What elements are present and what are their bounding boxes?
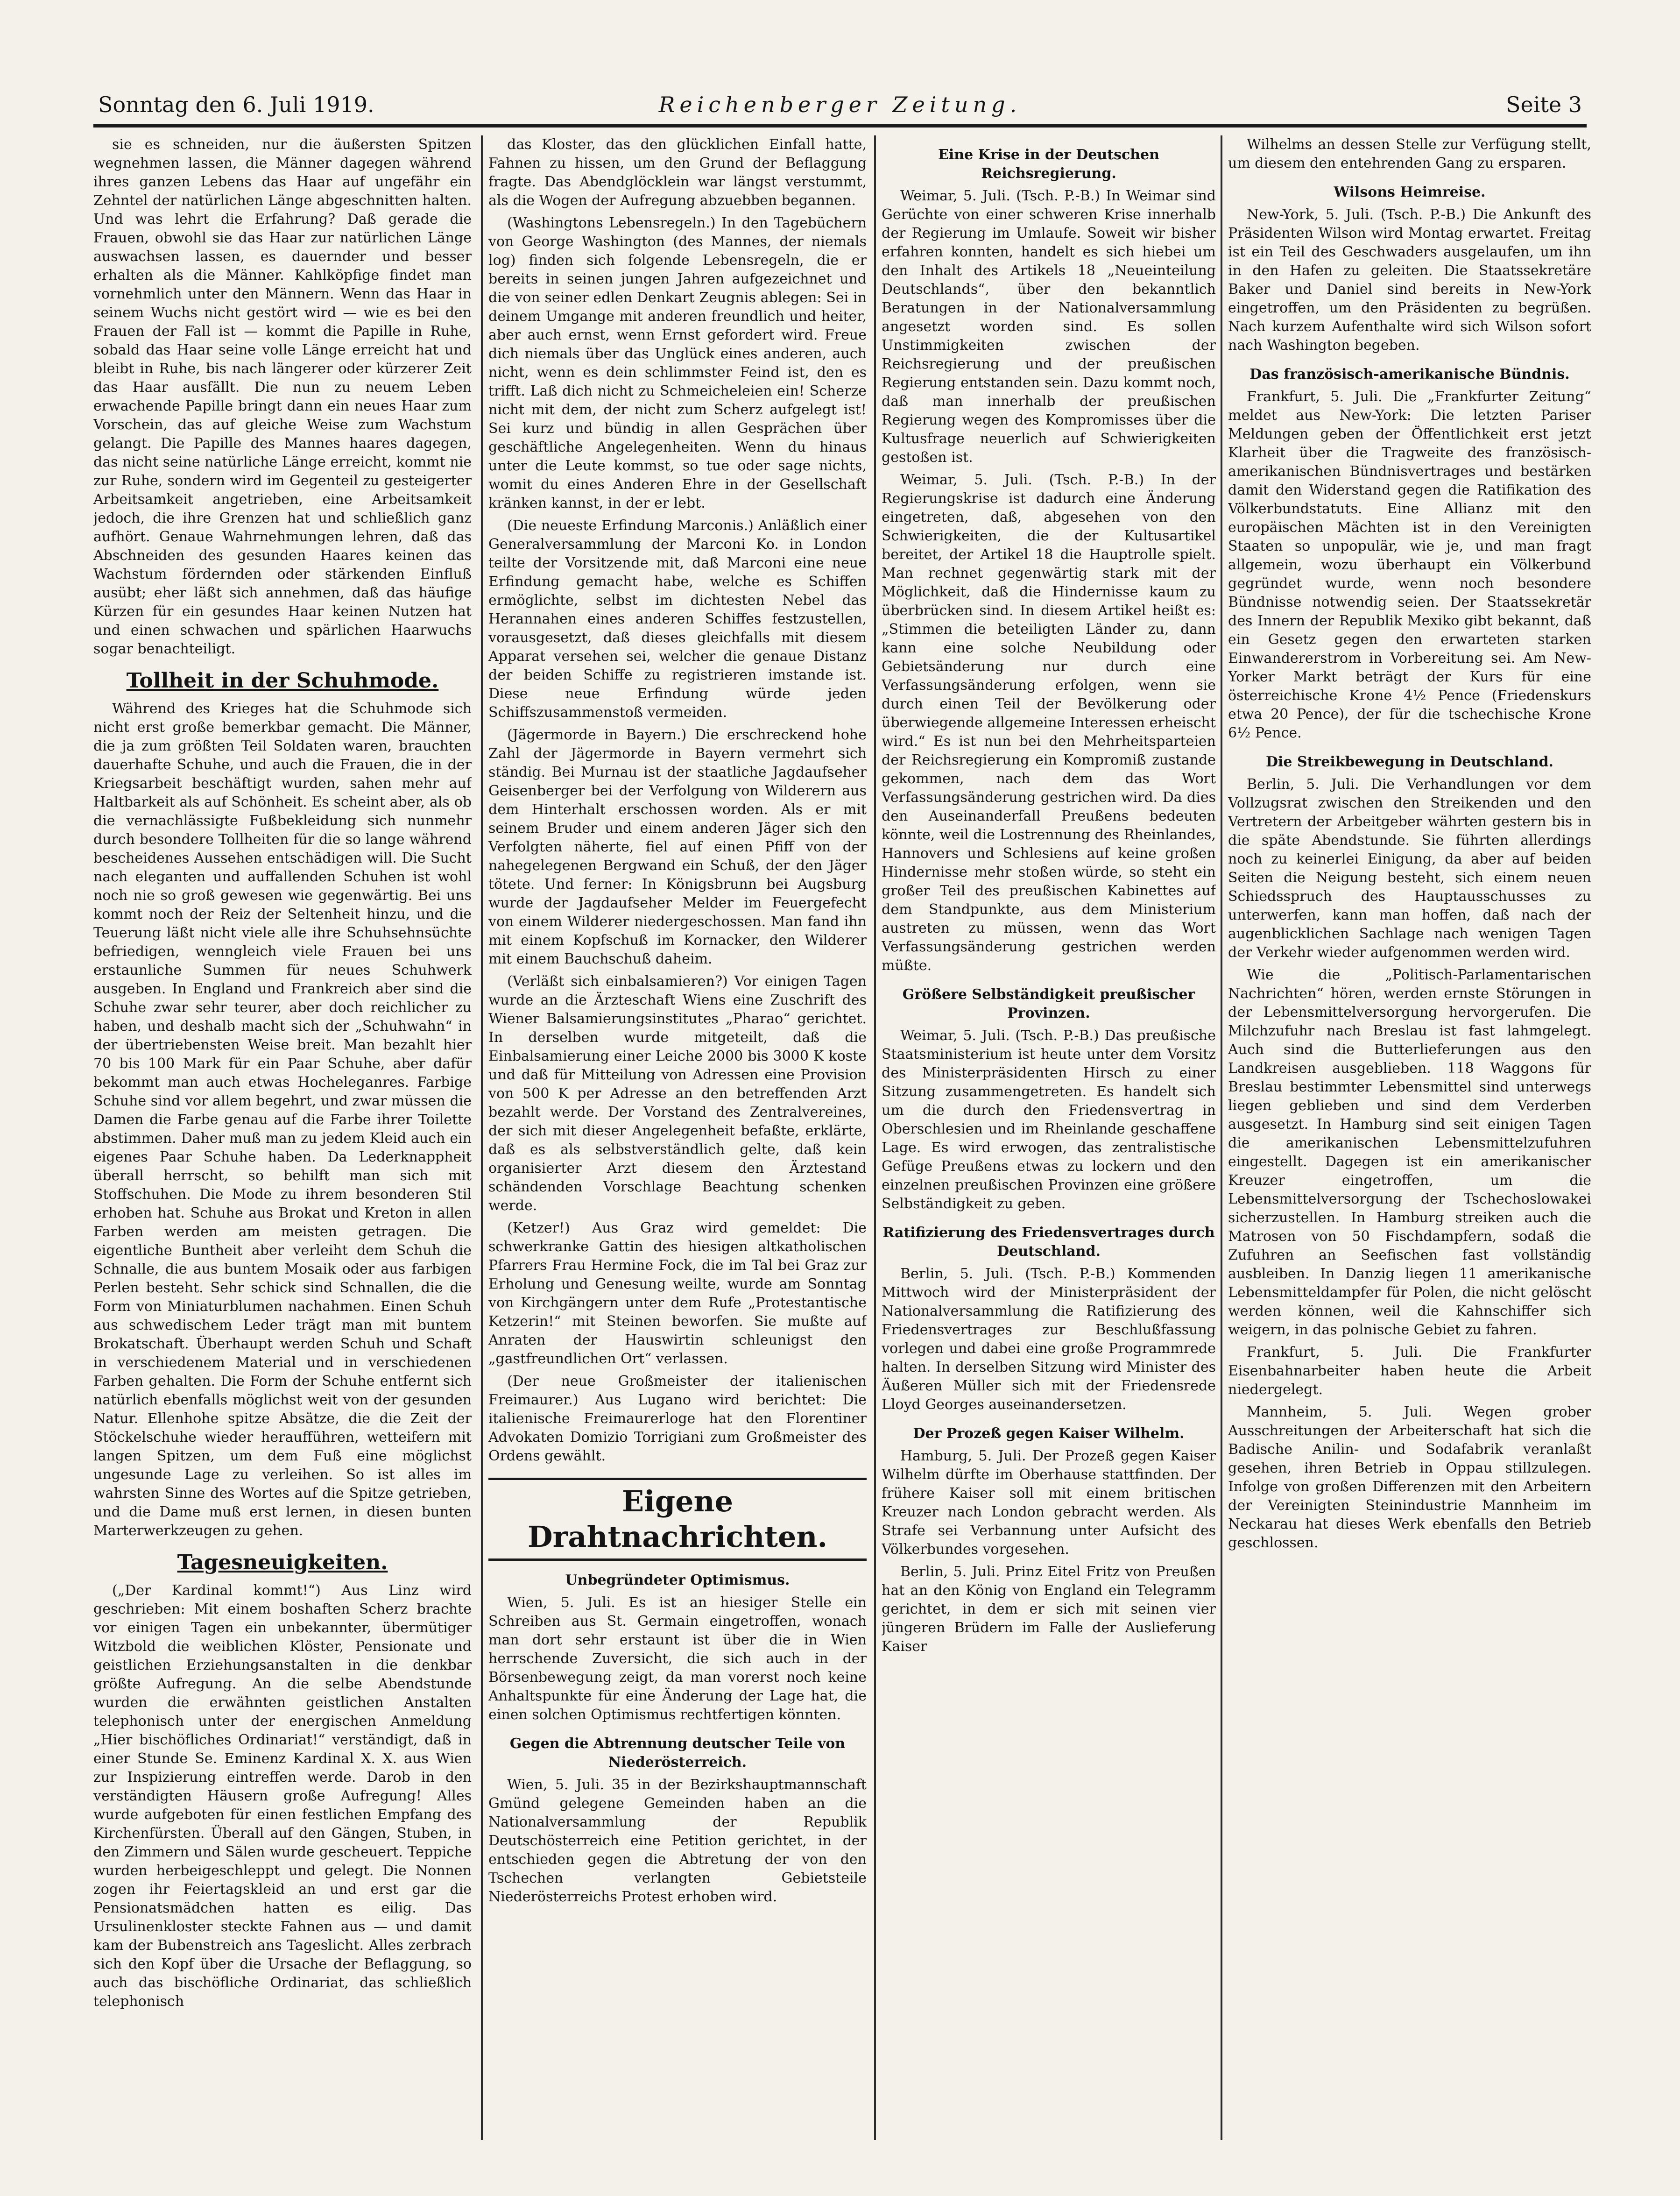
article-paragraph: („Der Kardinal kommt!“) Aus Linz wird geschrieben: Mit einem boshaften Scherz brachte vor einigen Tagen ein unbekannter, übermütiger Witzbold die weiblichen Klöster, Pensionate und geistlichen Erziehungsanstalten in die denkbar größte Aufregung. An die selbe Abendstunde wurden die erwähnten geistlichen Anstalten telephonisch unter der energischen Anmeldung „Hier bischöfliches Ordinariat!“ verständigt, daß in einer Stunde Se. Eminenz Kardinal X. X. aus Wien zur Inspizierung eintreffen werde. Darob in den verständigten Häusern große Aufregung! Alles wurde aufgeboten für einen festlichen Empfang des Kirchenfürsten. Überall auf den Gängen, Stuben, in den Zimmern und Sälen wurde gescheuert. Teppiche wurden herbeigeschleppt und gelegt. Die Nonnen zogen ihr Feiertagskleid an und erst gar die Pensionatsmädchen hatten es eilig. Das Ursulinenkloster steckte Fahnen aus — und damit kam der Bubenstreich ans Tageslicht. Alles zerbrach sich den Kopf über die Ursache der Beflaggung, so auch das bischöfliche Ordinariat, das schließlich telephonisch <box>93 1582 472 2010</box>
article-paragraph: das Kloster, das den glücklichen Einfall hatte, Fahnen zu hissen, um den Grund der Beflaggung fragte. Das Abendglöcklein war längst verstummt, als die Wogen der Aufregung abzuebben begannen. <box>488 136 867 209</box>
article-heading: Größere Selbständigkeit preußischer Provinzen. <box>902 986 1195 1021</box>
article-heading: Der Prozeß gegen Kaiser Wilhelm. <box>913 1425 1185 1442</box>
section-heading: Tollheit in der Schuhmode. <box>126 669 439 693</box>
article-paragraph: (Der neue Großmeister der italienischen Freimaurer.) Aus Lugano wird berichtet: Die italienische Freimaurerloge hat den Florentiner Advokaten Domizio Torrigiani zum Großmeister des Ordens gewählt. <box>488 1373 867 1464</box>
article-heading: Unbegründeter Optimismus. <box>565 1572 790 1588</box>
column-2 <box>488 135 867 2140</box>
column-1 <box>93 135 472 2140</box>
article-heading: Ratifizierung des Friedensvertrages durch Deutschland. <box>882 1225 1215 1260</box>
newspaper-title: Reichenberger Zeitung. <box>658 92 1022 117</box>
article-heading: Das französisch-amerikanische Bündnis. <box>1249 366 1570 383</box>
column-3 <box>882 135 1216 2140</box>
article-paragraph: (Jägermorde in Bayern.) Die erschreckend hohe Zahl der Jägermorde in Bayern vermehrt sich ständig. Bei Murnau ist der staatliche Jagdaufseher Geisenberger bei der Verfolgung von Wilderern aus dem Hinterhalt erschossen worden. Als er mit seinem Bruder und einem anderen Jäger sich den Verfolgten näherte, fiel auf einen Pfiff von der nahegelegenen Bergwand ein Schuß, der den Jäger tötete. Und ferner: In Königsbrunn bei Augsburg wurde der Jagdaufseher Melder im Feuergefecht von einem Wilderer niedergeschossen. Man fand ihn mit einem Kopfschuß im Kornacker, den Wilderer mit einem Bauchschuß daheim. <box>488 727 867 967</box>
article-paragraph: Wilhelms an dessen Stelle zur Verfügung stellt, um diesem den entehrenden Gang zu ersparen. <box>1228 136 1591 171</box>
article-paragraph: Mannheim, 5. Juli. Wegen grober Ausschreitungen der Arbeiterschaft hat sich die Badische Anilin- und Sodafabrik veranlaßt gesehen, ihren Betrieb in Oppau stillzulegen. Infolge von großen Differenzen mit den Arbeitern der Vereinigten Steinindustrie Mannheim im Neckarau hat dieses Werk ebenfalls den Betrieb geschlossen. <box>1228 1404 1591 1551</box>
article-paragraph: Berlin, 5. Juli. (Tsch. P.-B.) Kommenden Mittwoch wird der Ministerpräsident der Nationalversammlung die Ratifizierung des Friedensvertrages zur Beschlußfassung vorlegen und dabei eine große Programmrede halten. In derselben Sitzung wird Minister des Äußeren Müller sich mit der Friedensrede Lloyd Georges auseinandersetzen. <box>882 1266 1216 1413</box>
header-date: Sonntag den 6. Juli 1919. <box>98 92 374 117</box>
article-paragraph: Weimar, 5. Juli. (Tsch. P.-B.) Das preußische Staatsministerium ist heute unter dem Vorsitz des Ministerpräsidenten Hirsch zu einer Sitzung zusammengetreten. Es handelt sich um die durch den Friedensvertrag in Oberschlesien und im Rheinlande geschaffene Lage. Es wird erwogen, das zentralistische Gefüge Preußens etwas zu lockern und den einzelnen preußischen Provinzen eine größere Selbständigkeit zu geben. <box>882 1027 1216 1212</box>
article-paragraph: Frankfurt, 5. Juli. Die „Frankfurter Zeitung“ meldet aus New-York: Die letzten Pariser Meldungen geben der Öffentlichkeit erst jetzt Klarheit über die Tragweite des französisch-amerikanischen Bündnisvertrages und bestärken damit den Widerstand gegen die Ratifikation des Völkerbundstatuts. Eine Allianz mit den europäischen Mächten ist in den Vereinigten Staaten so unpopulär, wie je, und man fragt allgemein, wozu überhaupt ein Völkerbund gegründet wurde, wenn noch besondere Bündnisse notwendig seien. Der Staatssekretär des Innern der Republik Mexiko gibt bekannt, daß ein Gesetz gegen den erwarteten starken Einwandererstrom in Vorbereitung sei. Am New-Yorker Markt beträgt der Kurs für eine österreichische Krone 4½ Pence (Friedenskurs etwa 20 Pence), der für die tschechische Krone 6½ Pence. <box>1228 389 1591 741</box>
article-paragraph: Berlin, 5. Juli. Prinz Eitel Fritz von Preußen hat an den König von England ein Telegramm gerichtet, in dem er sich mit seinen vier jüngeren Brüdern im Falle der Auslieferung Kaiser <box>882 1564 1216 1655</box>
article-heading: Wilsons Heimreise. <box>1334 184 1486 200</box>
column-4 <box>1228 135 1591 2140</box>
article-paragraph: (Die neueste Erfindung Marconis.) Anläßlich einer Generalversammlung der Marconi Ko. in London teilte der Vorsitzende mit, daß Marconi eine neue Erfindung gemacht habe, welche es Schiffen ermöglichte, selbst im dichtesten Nebel das Herannahen eines anderen Schiffes festzustellen, vorausgesetzt, daß dieses gleichfalls mit diesem Apparat versehen sei, welcher die genaue Distanz der beiden Schiffe zu registrieren imstande ist. Diese neue Erfindung würde jeden Schiffszusammenstoß vermeiden. <box>488 517 867 721</box>
section-banner: Eigene Drahtnachrichten. <box>488 1478 867 1561</box>
article-paragraph: Berlin, 5. Juli. Die Verhandlungen vor dem Vollzugsrat zwischen den Streikenden und den Vertretern der Arbeitgeber währten gestern bis in die späte Abendstunde. Sie führten allerdings noch zu keinerlei Einigung, da aber auf beiden Seiten die Neigung besteht, sich einem neuen Schiedsspruch des Hauptausschusses zu unterwerfen, kann man hoffen, daß nach der augenblicklichen Sachlage nach wenigen Tagen der Verkehr wieder aufgenommen werden wird. <box>1228 776 1591 961</box>
article-paragraph: Wie die „Politisch-Parlamentarischen Nachrichten“ hören, werden ernste Störungen in der Lebensmittelversorgung hervorgerufen. Die Milchzufuhr nach Breslau ist fast lahmgelegt. Auch sind die Butterlieferungen aus den Landkreisen ausgeblieben. 118 Waggons für Breslau bestimmter Lebensmittel sind unterwegs liegen geblieben und sind dem Verderben ausgesetzt. In Hamburg sind seit einigen Tagen die amerikanischen Lebensmittelzufuhren eingestellt. Dagegen ist ein amerikanischer Kreuzer eingetroffen, um die Lebensmittelversorgung der Tschechoslowakei sicherzustellen. In Hamburg streiken auch die Matrosen von 50 Fischdampfern, sodaß die Zufuhren an Seefischen fast vollständig ausbleiben. In Danzig liegen 11 amerikanische Lebensmitteldampfer für Polen, die nicht gelöscht werden können, weil die Kahnschiffer sich weigern, in das polnische Gebiet zu fahren. <box>1228 967 1591 1338</box>
column-divider <box>481 135 483 2140</box>
article-paragraph: Wien, 5. Juli. 35 in der Bezirkshauptmannschaft Gmünd gelegene Gemeinden haben an die Nationalversammlung der Republik Deutschösterreich eine Petition gerichtet, in der entschieden gegen die Abtretung der von den Tschechen verlangten Gebietsteile Niederösterreichs Protest erhoben wird. <box>488 1777 867 1905</box>
article-paragraph: Weimar, 5. Juli. (Tsch. P.-B.) In Weimar sind Gerüchte von einer schweren Krise innerhalb der Regierung im Umlaufe. Soweit wir bisher erfahren konnten, handelt es sich hiebei um den Inhalt des Artikels 18 „Neueinteilung Deutschlands“, über den bekanntlich Beratungen in der Nationalversammlung angesetzt worden sind. Es sollen Unstimmigkeiten zwischen der Reichsregierung und der preußischen Regierung entstanden sein. Dazu kommt noch, daß man innerhalb der preußischen Regierung wegen des Kompromisses über die Kultusfrage neuerlich auf Schwierigkeiten gestoßen ist. <box>882 188 1216 466</box>
section-heading: Tagesneuigkeiten. <box>177 1551 388 1574</box>
page-header <box>93 86 1587 128</box>
article-paragraph: Während des Krieges hat die Schuhmode sich nicht erst große bemerkbar gemacht. Die Männer, die ja zum größten Teil Soldaten waren, brauchten dauerhafte Schuhe, und auch die Frauen, die in der Kriegsarbeit beschäftigt wurden, sahen mehr auf Haltbarkeit als auf Schönheit. Es scheint aber, als ob die vernachlässigte Fußbekleidung sich nunmehr durch besondere Tollheiten für die so lange während bescheidenes Aussehen entschädigen will. Die Sucht nach eleganten und auffallenden Schuhen ist wohl noch nie so groß gewesen wie gegenwärtig. Bei uns kommt noch der Reiz der Seltenheit hinzu, und die Teuerung läßt nicht viele alle ihre Schuhsehnsüchte befriedigen, wenngleich viele Frauen bei uns erstaunliche Summen für neues Schuhwerk ausgeben. In England und Frankreich aber sind die Schuhe zwar sehr teurer, aber doch reichlicher zu haben, und deshalb macht sich der „Schuhwahn“ in der übertriebensten Weise breit. Man bezahlt hier 70 bis 100 Mark für ein Paar Schuhe, aber dafür bekommt man auch etwas Hocheleganres. Farbige Schuhe sind vor allem begehrt, und zwar müssen die Damen die Farbe genau auf die Farbe ihrer Toilette abstimmen. Daher muß man zu jedem Kleid auch ein eigenes Paar Schuhe haben. Da Lederknappheit überall herrscht, so behilft man sich mit Stoffschuhen. Die Mode zu ihrem besonderen Stil erhoben hat. Schuhe aus Brokat und Kreton in allen Farben werden am meisten getragen. Die eigentliche Buntheit aber verleiht dem Schuh die Schnalle, die aus buntem Mosaik oder aus farbigen Perlen besteht. Sehr schick sind Schnallen, die die Form von Miniaturblumen nachahmen. Einen Schuh aus schwedischem Leder trägt man mit buntem Brokatschaft. Überhaupt werden Schuh und Schaft in verschiedenem Material und in verschiedenen Farben gehalten. Die Form der Schuhe entfernt sich natürlich ebenfalls möglichst weit von der gesunden Natur. Ellenhohe spitze Absätze, die die Zeit der Stöckelschuhe wieder heraufführen, wetteifern mit langen Spitzen, um dem Fuß eine möglichst ungesunde Lage zu verleihen. So ist alles im wahrsten Sinne des Wortes auf die Spitze getrieben, und die Dame muß erst lernen, in diesen bunten Marterwerkzeugen zu gehen. <box>93 701 472 1539</box>
article-paragraph: Wien, 5. Juli. Es ist an hiesiger Stelle ein Schreiben aus St. Germain eingetroffen, wonach man dort sehr erstaunt ist über die in Wien herrschende Zuversicht, die sich auch in der Börsenbewegung zeigt, da man vorerst noch keine Anhaltspunkte für eine Änderung der Lage hat, die einen solchen Optimismus rechtfertigen könnten. <box>488 1594 867 1723</box>
column-divider <box>1221 135 1222 2140</box>
article-paragraph: (Verläßt sich einbalsamieren?) Vor einigen Tagen wurde an die Ärzteschaft Wiens eine Zuschrift des Wiener Balsamierungsinstitutes „Pharao“ gerichtet. In derselben wurde mitgeteilt, daß die Einbalsamierung einer Leiche 2000 bis 3000 K koste und daß für Mitteilung von Adressen eine Provision von 500 K per Adresse an den betreffenden Arzt bezahlt werde. Der Vorstand des Zentralvereines, der sich mit dieser Angelegenheit befaßte, erklärte, daß es als selbstverständlich gelte, daß kein organisierter Arzt diesem den Ärztestand schändenden Vorschlage Beachtung schenken werde. <box>488 973 867 1214</box>
article-paragraph: New-York, 5. Juli. (Tsch. P.-B.) Die Ankunft des Präsidenten Wilson wird Montag erwartet. Freitag ist ein Teil des Geschwaders ausgelaufen, um ihn in den Hafen zu geleiten. Die Staatssekretäre Baker und Daniel sind bereits in New-York eingetroffen, um den Präsidenten zu begrüßen. Nach kurzem Aufenthalte wird sich Wilson sofort nach Washington begeben. <box>1228 206 1591 354</box>
article-paragraph: Frankfurt, 5. Juli. Die Frankfurter Eisenbahnarbeiter haben heute die Arbeit niedergelegt. <box>1228 1344 1591 1398</box>
article-paragraph: (Ketzer!) Aus Graz wird gemeldet: Die schwerkranke Gattin des hiesigen altkatholischen Pfarrers Frau Hermine Fock, die im Tal bei Graz zur Erholung und Genesung weilte, wurde am Sonntag von Kirchgängern unter dem Rufe „Protestantische Ketzerin!“ mit Steinen beworfen. Sie mußte auf Anraten der Hauswirtin schleunigst den „gastfreundlichen Ort“ verlassen. <box>488 1220 867 1367</box>
article-paragraph: Hamburg, 5. Juli. Der Prozeß gegen Kaiser Wilhelm dürfte im Oberhause stattfinden. Der frühere Kaiser soll mit einem britischen Kreuzer nach London gebracht werden. Als Strafe sei Verbannung unter Aufsicht des Völkerbundes vorgesehen. <box>882 1448 1216 1558</box>
article-heading: Die Streikbewegung in Deutschland. <box>1266 754 1553 770</box>
article-paragraph: Weimar, 5. Juli. (Tsch. P.-B.) In der Regierungskrise ist dadurch eine Änderung eingetreten, daß, abgesehen von den Schwierigkeiten, die der Kultusartikel bereitet, der Artikel 18 die Hauptrolle spielt. Man rechnet gegenwärtig stark mit der Möglichkeit, daß die Hindernisse kaum zu überbrücken sind. In diesem Artikel heißt es: „Stimmen die beteiligten Länder zu, dann kann eine solche Neubildung oder Gebietsänderung nur durch eine Verfassungsänderung erfolgen, wenn sie durch einen Teil der Bevölkerung oder überwiegende allgemeine Interessen erheischt wird.“ Es ist nun bei den Mehrheitsparteien der Reichsregierung ein Kompromiß zustande gekommen, nach dem das Wort Verfassungsänderung gestrichen wird. Da dies den Auseinanderfall Preußens bedeuten könnte, weil die Lostrennung des Rheinlandes, Hannovers und Schlesiens auf keine großen Hindernisse mehr stoßen würde, so steht ein großer Teil des preußischen Kabinettes auf dem Standpunkte, aus dem Ministerium austreten zu müssen, wenn das Wort Verfassungsänderung gestrichen werden müßte. <box>882 472 1216 974</box>
article-heading: Gegen die Abtrennung deutscher Teile von Niederösterreich. <box>509 1736 846 1771</box>
column-divider <box>874 135 876 2140</box>
article-paragraph: sie es schneiden, nur die äußersten Spitzen wegnehmen lassen, die Männer dagegen während ihres ganzen Lebens das Haar auf ungefähr ein Zehntel der natürlichen Länge abgeschnitten halten. Und was lehrt die Erfahrung? Daß gerade die Frauen, obwohl sie das Haar zur natürlichen Länge auswachsen lassen, es dauernder und besser erhalten als die Männer. Kahlköpfige findet man vornehmlich unter den Männern. Wenn das Haar in seinem Wuchs nicht gestört wird — wie es bei den Frauen der Fall ist — kommt die Papille in Ruhe, sobald das Haar seine volle Länge erreicht hat und bleibt in Ruhe, bis nach längerer oder kürzerer Zeit das Haar ausfällt. Die nun zu neuem Leben erwachende Papille bringt dann ein neues Haar zum Vorschein, das auf gleiche Weise zum Wachstum gelangt. Die Papille des Mannes haares dagegen, das nicht seine natürliche Länge erreicht, kommt nie zur Ruhe, sondern wird im Gegenteil zu gesteigerter Arbeitsamkeit angetrieben, eine Arbeitsamkeit jedoch, die ihre Grenzen hat und schließlich ganz aufhört. Genaue Wahrnehmungen lehren, daß das Abschneiden des gesunden Haares keinen das Wachstum fördernden oder stärkenden Einfluß ausübt; eher läßt sich annehmen, daß das häufige Kürzen für ein gesundes Haar keinen Nutzen hat und einen schwachen und spärlichen Haarwuchs sogar benachteiligt. <box>93 136 472 657</box>
article-heading: Eine Krise in der Deutschen Reichsregierung. <box>938 147 1159 182</box>
page-number: Seite 3 <box>1505 92 1582 117</box>
article-paragraph: (Washingtons Lebensregeln.) In den Tagebüchern von George Washington (des Mannes, der niemals log) finden sich folgende Lebensregeln, die er bereits in seinen jungen Jahren aufgezeichnet und die von seiner edlen Denkart Zeugnis ablegen: Sei in deinem Umgange mit anderen freundlich und heiter, aber auch ernst, wenn Ernst gefordert wird. Freue dich niemals über das Unglück eines anderen, auch nicht, wenn es dein schlimmster Feind ist, den es trifft. Laß dich nicht zu Schmeicheleien ein! Scherze nicht mit dem, der nicht zum Scherz aufgelegt ist! Sei kurz und bündig in allen Gesprächen über geschäftliche Angelegenheiten. Wenn du hinaus unter die Leute kommst, so tue oder sage nichts, womit du eines Anderen Ehre in der Gesellschaft kränken kannst, in der er lebt. <box>488 215 867 511</box>
